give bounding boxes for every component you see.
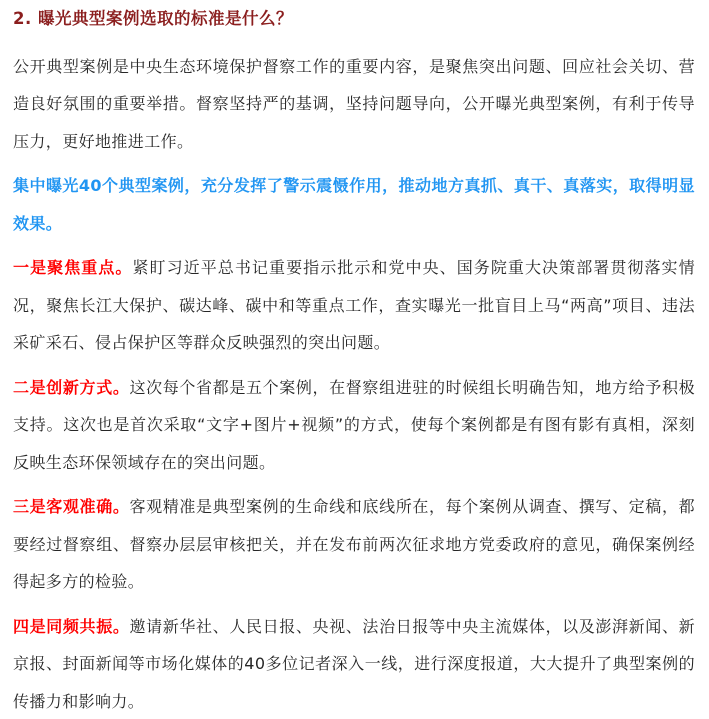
paragraph-lead: 一是聚焦重点。 [13, 258, 133, 277]
page-title: 2. 曝光典型案例选取的标准是什么？ [13, 9, 293, 28]
paragraph [13, 48, 695, 161]
paragraph-text: 客观精准是典型案例的生命线和底线所在，每个案例从调查、撰写、定稿，都要经过督察组、督察办层层审核把关，并在发布前两次征求地方党委政府的意见，确保案例经得起多方的检验。 [13, 497, 695, 591]
paragraph [13, 167, 695, 242]
article-body [13, 48, 695, 719]
paragraph-text: 公开典型案例是中央生态环境保护督察工作的重要内容，是聚焦突出问题、回应社会关切、营造良好氛围的重要举措。督察坚持严的基调，坚持问题导向，公开曝光典型案例，有利于传导压力，更好地推进工作。 [13, 56, 695, 151]
paragraph [13, 369, 695, 482]
paragraph-text: 邀请新华社、人民日报、央视、法治日报等中央主流媒体，以及澎湃新闻、新京报、封面新闻等市场化媒体的40多位记者深入一线，进行深度报道，大大提升了典型案例的传播力和影响力。 [13, 616, 695, 711]
paragraph-lead: 四是同频共振。 [13, 616, 130, 636]
paragraph [13, 488, 695, 601]
paragraph-text: 紧盯习近平总书记重要指示批示和党中央、国务院重大决策部署贯彻落实情况，聚焦长江大保护、碳达峰、碳中和等重点工作，查实曝光一批盲目上马“两高”项目、违法采矿采石、侵占保护区等群众反映强烈的突出问题。 [13, 258, 695, 352]
paragraph-text: 这次每个省都是五个案例，在督察组进驻的时候组长明确告知，地方给予积极支持。这次也是首次采取“文字+图片+视频”的方式，使每个案例都是有图有影有真相，深刻反映生态环保领域存在的突出问题。 [13, 377, 695, 472]
paragraph-lead: 二是创新方式。 [13, 377, 130, 397]
paragraph-text: 集中曝光40个典型案例，充分发挥了警示震慑作用，推动地方真抓、真干、真落实，取得明显效果。 [13, 176, 695, 233]
paragraph [13, 249, 695, 362]
paragraph [13, 608, 695, 719]
paragraph-lead: 三是客观准确。 [13, 497, 130, 516]
